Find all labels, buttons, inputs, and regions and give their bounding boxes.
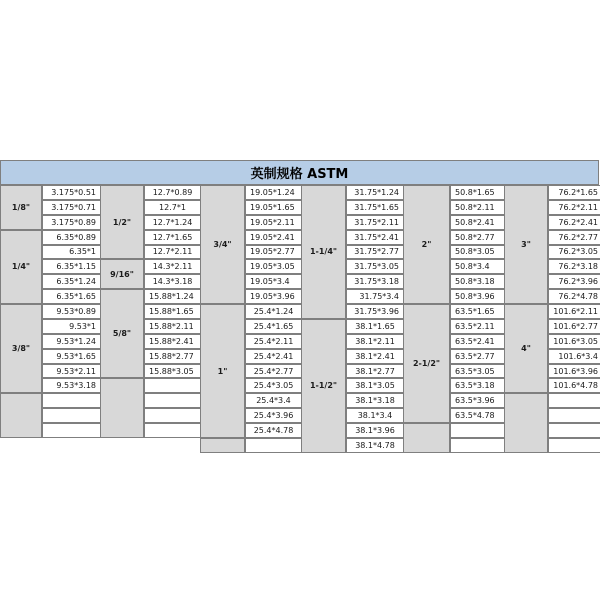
size-label: 3" xyxy=(504,185,548,304)
spec-value: 38.1*2.11 xyxy=(346,334,404,349)
spec-value: 76.2*1.65 xyxy=(548,185,600,200)
size-label: 1/8" xyxy=(0,185,42,230)
empty-value-cell xyxy=(450,423,506,438)
spec-value: 15.88*2.77 xyxy=(144,349,201,364)
empty-value-cell xyxy=(245,438,302,453)
spec-value: 38.1*1.65 xyxy=(346,319,404,334)
spec-value: 9.53*0.89 xyxy=(42,304,101,319)
size-label: 3/8" xyxy=(0,304,42,393)
spec-value: 101.6*4.78 xyxy=(548,378,600,393)
table-title: 英制规格 ASTM xyxy=(0,160,599,185)
spec-value: 76.2*2.11 xyxy=(548,200,600,215)
spec-value: 31.75*3.18 xyxy=(346,274,404,289)
spec-value: 25.4*2.11 xyxy=(245,334,302,349)
empty-value-cell xyxy=(144,423,201,438)
spec-value: 25.4*1.24 xyxy=(245,304,302,319)
spec-value: 63.5*3.96 xyxy=(450,393,506,408)
size-label: 2" xyxy=(403,185,450,304)
spec-value: 6.35*1.24 xyxy=(42,274,101,289)
empty-value-cell xyxy=(144,378,201,393)
empty-value-cell xyxy=(450,438,506,453)
spec-value: 38.1*2.77 xyxy=(346,364,404,379)
spec-value: 31.75*2.41 xyxy=(346,230,404,245)
spec-value: 76.2*3.18 xyxy=(548,259,600,274)
spec-value: 38.1*3.05 xyxy=(346,378,404,393)
empty-value-cell xyxy=(548,438,600,453)
spec-value: 19.05*2.41 xyxy=(245,230,302,245)
spec-value: 63.5*2.41 xyxy=(450,334,506,349)
spec-value: 19.05*1.65 xyxy=(245,200,302,215)
spec-value: 76.2*2.77 xyxy=(548,230,600,245)
spec-value: 101.6*2.77 xyxy=(548,319,600,334)
size-label: 1/4" xyxy=(0,230,42,304)
empty-value-cell xyxy=(42,408,101,423)
spec-value: 25.4*2.77 xyxy=(245,364,302,379)
spec-value: 3.175*0.89 xyxy=(42,215,101,230)
spec-value: 50.8*3.18 xyxy=(450,274,506,289)
spec-value: 9.53*1.24 xyxy=(42,334,101,349)
spec-value: 50.8*3.96 xyxy=(450,289,506,304)
empty-value-cell xyxy=(548,423,600,438)
spec-value: 25.4*4.78 xyxy=(245,423,302,438)
spec-value: 12.7*1.24 xyxy=(144,215,201,230)
spec-value: 12.7*1 xyxy=(144,200,201,215)
size-label: 3/4" xyxy=(200,185,245,304)
spec-value: 50.8*2.41 xyxy=(450,215,506,230)
empty-value-cell xyxy=(144,408,201,423)
spec-value: 9.53*3.18 xyxy=(42,378,101,393)
empty-size-cell xyxy=(200,438,245,453)
spec-value: 76.2*3.96 xyxy=(548,274,600,289)
empty-value-cell xyxy=(42,423,101,438)
spec-value: 101.6*3.4 xyxy=(548,349,600,364)
spec-value: 3.175*0.71 xyxy=(42,200,101,215)
size-label: 1-1/4" xyxy=(301,185,346,319)
spec-value: 63.5*1.65 xyxy=(450,304,506,319)
astm-spec-table xyxy=(0,160,600,450)
size-label: 5/8" xyxy=(100,289,144,378)
spec-value: 25.4*3.4 xyxy=(245,393,302,408)
spec-value: 19.05*3.05 xyxy=(245,259,302,274)
spec-value: 15.88*2.41 xyxy=(144,334,201,349)
spec-value: 25.4*3.96 xyxy=(245,408,302,423)
spec-value: 101.6*3.96 xyxy=(548,364,600,379)
spec-value: 12.7*0.89 xyxy=(144,185,201,200)
empty-value-cell xyxy=(548,393,600,408)
spec-value: 9.53*2.11 xyxy=(42,364,101,379)
spec-value: 15.88*1.65 xyxy=(144,304,201,319)
spec-value: 31.75*1.24 xyxy=(346,185,404,200)
size-label: 1/2" xyxy=(100,185,144,259)
spec-value: 15.88*3.05 xyxy=(144,364,201,379)
size-label: 1" xyxy=(200,304,245,438)
spec-value: 63.5*2.11 xyxy=(450,319,506,334)
size-label: 4" xyxy=(504,304,548,393)
size-label: 1-1/2" xyxy=(301,319,346,453)
spec-value: 15.88*1.24 xyxy=(144,289,201,304)
spec-value: 6.35*1.65 xyxy=(42,289,101,304)
spec-value: 38.1*2.41 xyxy=(346,349,404,364)
spec-value: 38.1*4.78 xyxy=(346,438,404,453)
spec-value: 76.2*4.78 xyxy=(548,289,600,304)
empty-value-cell xyxy=(42,393,101,408)
size-label: 2-1/2" xyxy=(403,304,450,423)
spec-value: 31.75*3.4 xyxy=(346,289,404,304)
spec-value: 25.4*3.05 xyxy=(245,378,302,393)
spec-value: 19.05*2.77 xyxy=(245,245,302,260)
spec-value: 19.05*3.4 xyxy=(245,274,302,289)
spec-value: 101.6*2.11 xyxy=(548,304,600,319)
spec-value: 63.5*3.18 xyxy=(450,378,506,393)
spec-value: 25.4*2.41 xyxy=(245,349,302,364)
spec-value: 9.53*1 xyxy=(42,319,101,334)
spec-value: 31.75*2.77 xyxy=(346,245,404,260)
spec-value: 63.5*3.05 xyxy=(450,364,506,379)
spec-value: 6.35*1.15 xyxy=(42,259,101,274)
spec-value: 14.3*2.11 xyxy=(144,259,201,274)
spec-value: 31.75*1.65 xyxy=(346,200,404,215)
spec-value: 38.1*3.96 xyxy=(346,423,404,438)
empty-size-cell xyxy=(0,393,42,438)
spec-value: 50.8*1.65 xyxy=(450,185,506,200)
spec-value: 76.2*3.05 xyxy=(548,245,600,260)
spec-value: 31.75*3.96 xyxy=(346,304,404,319)
spec-value: 63.5*2.77 xyxy=(450,349,506,364)
empty-size-cell xyxy=(100,378,144,438)
spec-value: 31.75*3.05 xyxy=(346,259,404,274)
spec-value: 38.1*3.18 xyxy=(346,393,404,408)
spec-value: 63.5*4.78 xyxy=(450,408,506,423)
spec-value: 50.8*3.4 xyxy=(450,259,506,274)
table-body xyxy=(0,185,600,450)
empty-size-cell xyxy=(504,393,548,453)
spec-value: 19.05*2.11 xyxy=(245,215,302,230)
empty-value-cell xyxy=(548,408,600,423)
size-label: 9/16" xyxy=(100,259,144,289)
spec-value: 50.8*2.77 xyxy=(450,230,506,245)
empty-size-cell xyxy=(403,423,450,453)
spec-value: 14.3*3.18 xyxy=(144,274,201,289)
spec-value: 101.6*3.05 xyxy=(548,334,600,349)
spec-value: 19.05*3.96 xyxy=(245,289,302,304)
spec-value: 15.88*2.11 xyxy=(144,319,201,334)
spec-value: 50.8*3.05 xyxy=(450,245,506,260)
spec-value: 50.8*2.11 xyxy=(450,200,506,215)
spec-value: 31.75*2.11 xyxy=(346,215,404,230)
spec-value: 3.175*0.51 xyxy=(42,185,101,200)
spec-value: 38.1*3.4 xyxy=(346,408,404,423)
spec-value: 6.35*0.89 xyxy=(42,230,101,245)
spec-value: 12.7*1.65 xyxy=(144,230,201,245)
empty-value-cell xyxy=(144,393,201,408)
spec-value: 6.35*1 xyxy=(42,245,101,260)
spec-value: 12.7*2.11 xyxy=(144,245,201,260)
spec-value: 76.2*2.41 xyxy=(548,215,600,230)
spec-value: 25.4*1.65 xyxy=(245,319,302,334)
spec-value: 19.05*1.24 xyxy=(245,185,302,200)
spec-value: 9.53*1.65 xyxy=(42,349,101,364)
